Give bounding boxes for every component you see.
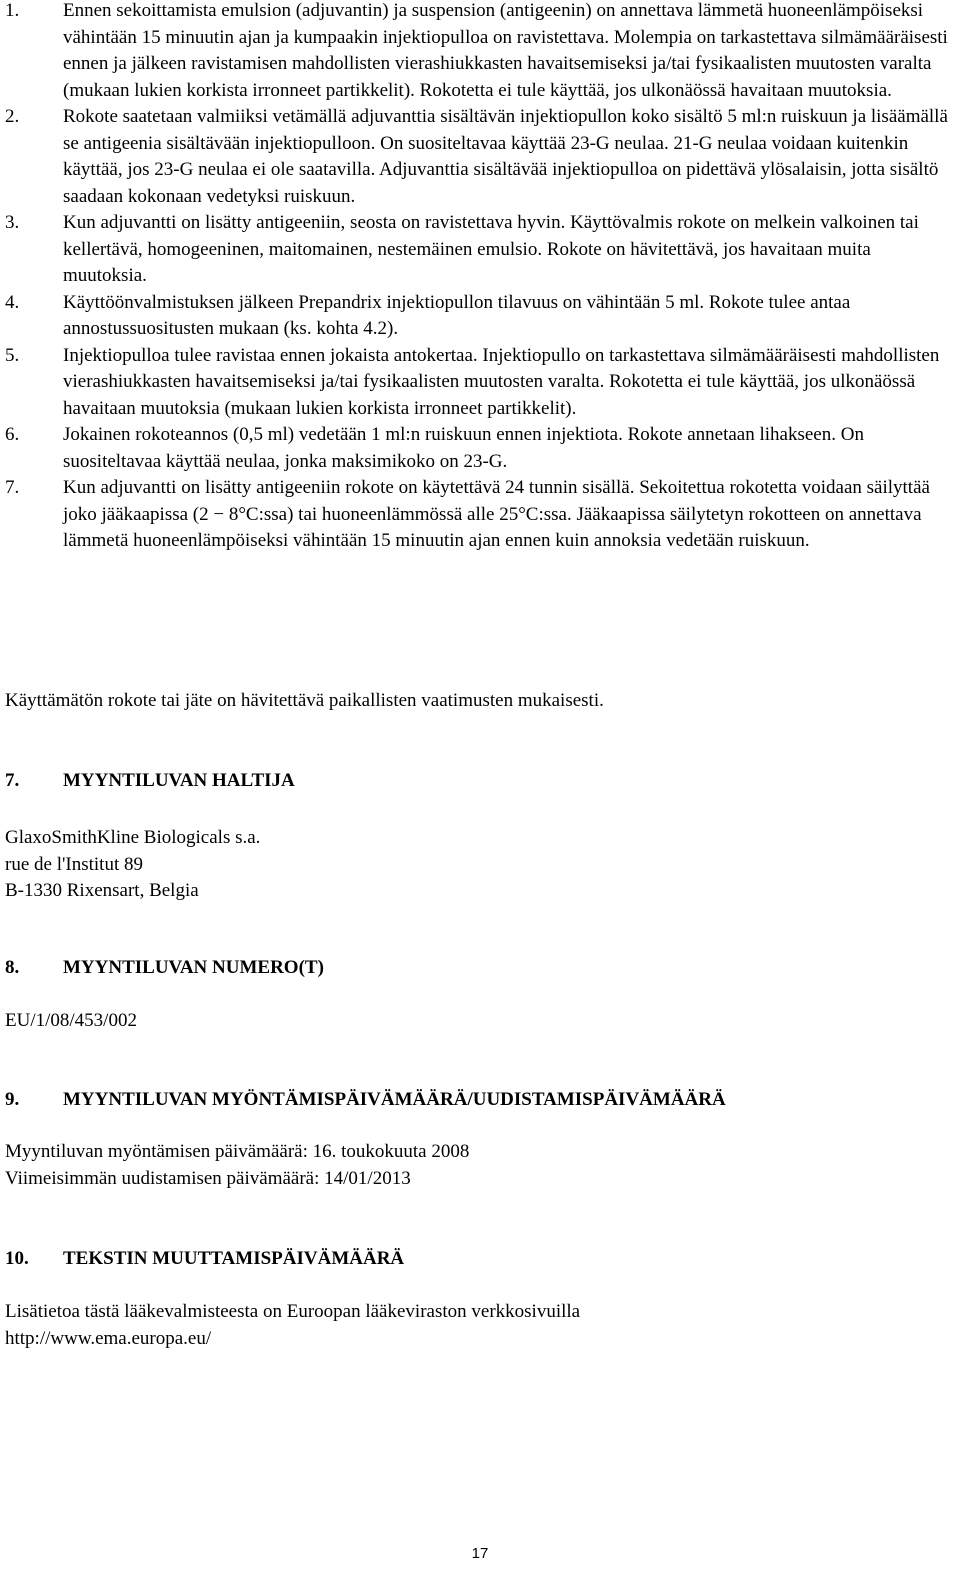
marketing-authorisation-holder-address: [5, 825, 955, 905]
list-item-text: Kun adjuvantti on lisätty antigeeniin rokote on käytettävä 24 tunnin sisällä. Sekoitettua rokotetta voidaan säilyttää joko jääkaapissa (2 − 8°C:ssa) tai huoneenlämmössä alle 25°C:ssa. Jääkaapissa säilytetyn rokotteen on annettava lämmetä huoneenlämpöiseksi vähintään 15 minuutin ajan ennen kuin annoksia vedetään ruiskuun.: [63, 477, 930, 551]
list-item: [5, 475, 955, 555]
ema-website-link[interactable]: http://www.ema.europa.eu/: [5, 1327, 212, 1349]
list-item-number: 3.: [5, 212, 20, 233]
address-line: B-1330 Rixensart, Belgia: [5, 880, 199, 901]
section-9-heading: [5, 1087, 726, 1114]
list-item-number: 5.: [5, 344, 20, 366]
more-information-text: Lisätietoa tästä lääkevalmisteesta on Euroopan lääkeviraston verkkosivuilla: [5, 1301, 581, 1322]
list-item-text: Injektiopulloa tulee ravistaa ennen jokaista antokertaa. Injektiopullo on tarkastettava silmämääräisesti mahdollisten vierashiukkasten havaitsemiseksi ja/tai fysikaalisten muutosten varalta. Rokotetta ei tule käyttää, jos ulkonäössä havaitaan muutoksia (mukaan lukien korkista irronneet partikkelit).: [63, 344, 940, 419]
first-authorisation-date: Myyntiluvan myöntämisen päivämäärä: 16. toukokuuta 2008: [5, 1141, 470, 1162]
authorisation-dates: [5, 1139, 955, 1192]
list-item: [5, 290, 955, 343]
preparation-instructions-list: [5, 0, 955, 555]
section-title: MYYNTILUVAN MYÖNTÄMISPÄIVÄMÄÄRÄ/UUDISTAMISPÄIVÄMÄÄRÄ: [63, 1089, 726, 1110]
list-item: [5, 0, 955, 104]
list-item-number: 6.: [5, 424, 20, 445]
list-item-text: Käyttöönvalmistuksen jälkeen Prepandrix injektiopullon tilavuus on vähintään 5 ml. Rokote tulee antaa annostussuositusten mukaan (ks. kohta 4.2).: [63, 291, 851, 339]
section-10-heading: [5, 1246, 404, 1273]
section-number: 7.: [5, 770, 20, 791]
list-item: [5, 210, 955, 290]
authorisation-number: EU/1/08/453/002: [5, 1010, 137, 1031]
section-title: MYYNTILUVAN HALTIJA: [63, 770, 295, 791]
section-title: MYYNTILUVAN NUMERO(T): [63, 957, 324, 978]
list-item-text: Jokainen rokoteannos (0,5 ml) vedetään 1 ml:n ruiskuun ennen injektiota. Rokote annetaan lihakseen. On suositeltavaa käyttää neulaa, jonka maksimikoko on 23-G.: [63, 424, 864, 472]
address-line: GlaxoSmithKline Biologicals s.a.: [5, 827, 261, 848]
section-8-heading: [5, 955, 324, 982]
list-item: [5, 343, 955, 423]
list-item-text: Ennen sekoittamista emulsion (adjuvantin) ja suspension (antigeenin) on annettava lämmetä huoneenlämpöiseksi vähintään 15 minuutin ajan ja kumpaakin injektiopulloa on ravistettava. Molempia on tarkastettava silmämääräisesti ennen ja jälkeen ravistamisen mahdollisten vierashiukkasten havaitsemiseksi ja/tai fysikaalisten muutosten varalta (mukaan lukien korkista irronneet partikkelit). Rokotetta ei tule käyttää, jos ulkonäössä havaitaan muutoksia.: [63, 0, 948, 101]
section-title: TEKSTIN MUUTTAMISPÄIVÄMÄÄRÄ: [63, 1248, 405, 1269]
section-number: 9.: [5, 1089, 20, 1110]
address-line: rue de l'Institut 89: [5, 853, 143, 875]
page-number: 17: [471, 1545, 489, 1562]
list-item-number: 4.: [5, 291, 20, 313]
list-item-text: Kun adjuvantti on lisätty antigeeniin, seosta on ravistettava hyvin. Käyttövalmis rokote on melkein valkoinen tai kellertävä, homogeeninen, maitomainen, nestemäinen emulsio. Rokote on hävitettävä, jos havaitaan muita muutoksia.: [63, 212, 919, 286]
list-item-text: Rokote saatetaan valmiiksi vetämällä adjuvanttia sisältävän injektiopullon koko sisältö 5 ml:n ruiskuun ja lisäämällä se antigeenia sisältävään injektiopulloon. On suositeltavaa käyttää 23-G neulaa. 21-G neulaa voidaan kuitenkin käyttää, jos 23-G neulaa ei ole saatavilla. Adjuvanttia sisältävää injektiopulloa on pidettävä ylösalaisin, jotta sisältö saadaan kokonaan vedetyksi ruiskuun.: [63, 106, 948, 207]
list-item-number: 7.: [5, 477, 20, 498]
section-number: 10.: [5, 1248, 29, 1269]
section-7-heading: [5, 768, 295, 795]
more-information: [5, 1299, 955, 1352]
list-item: [5, 104, 955, 210]
list-item-number: 2.: [5, 106, 20, 127]
section-number: 8.: [5, 957, 20, 978]
list-item: [5, 422, 955, 475]
list-item-number: 1.: [5, 0, 20, 21]
disposal-paragraph: Käyttämätön rokote tai jäte on hävitettävä paikallisten vaatimusten mukaisesti.: [5, 690, 604, 711]
latest-renewal-date: Viimeisimmän uudistamisen päivämäärä: 14/01/2013: [5, 1167, 411, 1189]
